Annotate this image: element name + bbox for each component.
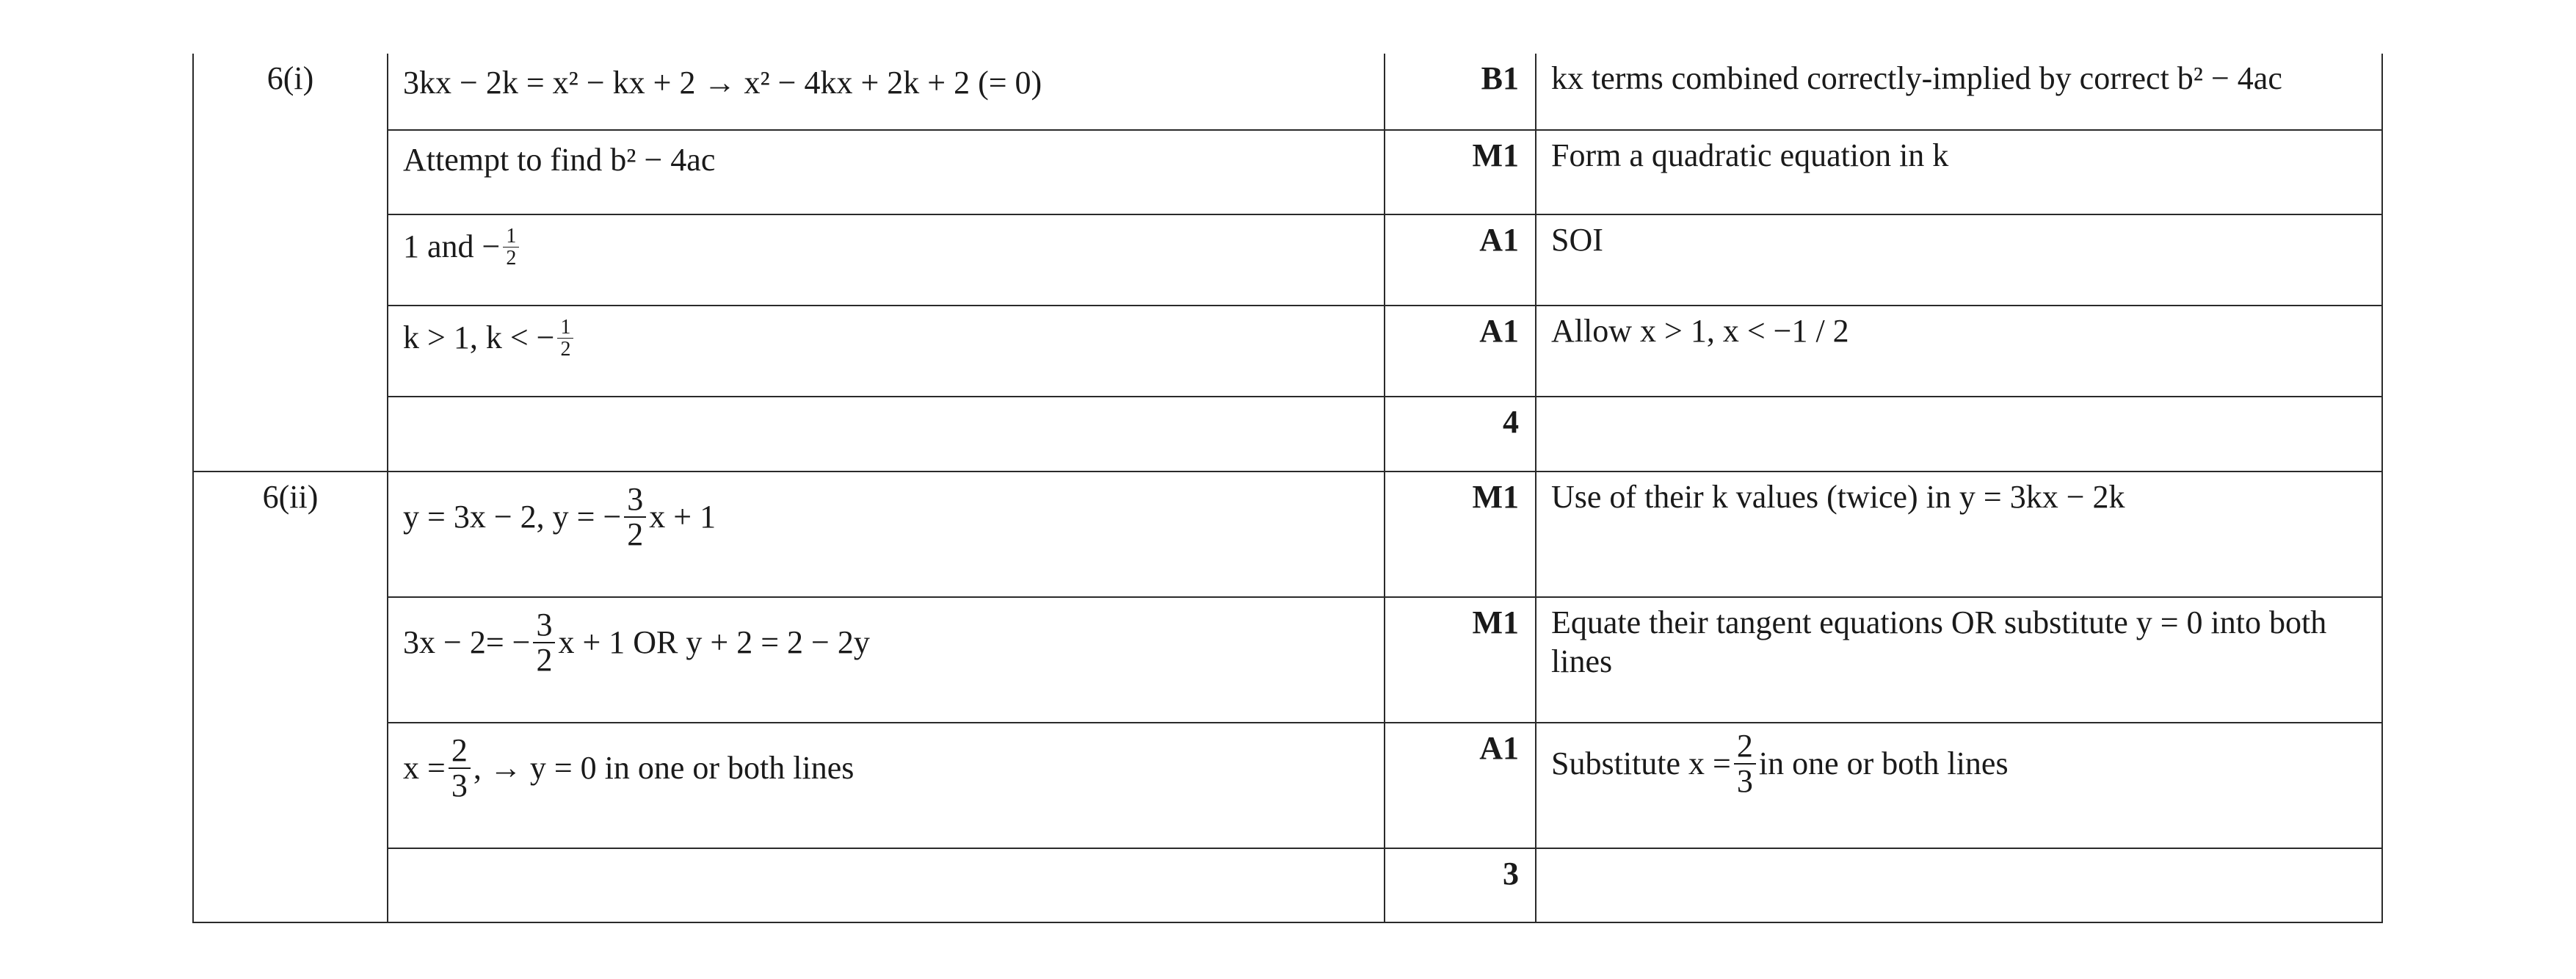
answer-cell (388, 723, 1385, 848)
fraction (557, 317, 573, 361)
fraction (624, 483, 646, 552)
answer-text: k > 1, k < − (403, 319, 555, 356)
fraction (503, 225, 519, 270)
guidance-cell (1536, 848, 2382, 922)
fraction-denominator: 2 (506, 247, 517, 270)
fraction-denominator: 3 (1736, 763, 1753, 800)
mark-cell (1385, 472, 1536, 597)
fraction-numerator: 1 (557, 317, 573, 339)
answer-text: x = (403, 749, 446, 786)
fraction-numerator: 3 (533, 608, 555, 643)
table-row (193, 723, 2382, 848)
answer-text: 3kx − 2k = x² − kx + 2 → x² − 4kx + 2k + 2 (= 0) (403, 65, 1042, 101)
guidance-cell (1536, 397, 2382, 472)
guidance-cell (1536, 597, 2382, 723)
table-row (193, 597, 2382, 723)
table-row (193, 214, 2382, 306)
answer-text: x + 1 OR y + 2 = 2 − 2y (558, 624, 870, 660)
guidance-text: Use of their k values (twice) in y = 3kx − 2k (1551, 479, 2125, 515)
answer-cell (388, 214, 1385, 306)
total-marks: 4 (1503, 404, 1519, 440)
mark-cell (1385, 597, 1536, 723)
mark-code: M1 (1472, 604, 1519, 640)
mark-code: A1 (1479, 222, 1519, 258)
mark-code: A1 (1479, 730, 1519, 766)
mark-code: A1 (1479, 313, 1519, 349)
mark-cell (1385, 306, 1536, 397)
fraction-numerator: 3 (624, 483, 646, 518)
question-number: 6(ii) (262, 479, 319, 515)
fraction-denominator: 2 (627, 516, 644, 553)
mark-scheme-table (192, 54, 2383, 923)
fraction (1734, 729, 1756, 798)
mark-code: M1 (1472, 137, 1519, 173)
guidance-cell (1536, 306, 2382, 397)
question-number-cell (193, 54, 388, 472)
answer-cell (388, 597, 1385, 723)
guidance-text: SOI (1551, 222, 1603, 258)
table-row (193, 306, 2382, 397)
guidance-text: Form a quadratic equation in k (1551, 137, 1949, 173)
guidance-cell (1536, 54, 2382, 130)
mark-cell (1385, 723, 1536, 848)
guidance-cell (1536, 723, 2382, 848)
answer-cell (388, 130, 1385, 214)
guidance-text: Substitute x = (1551, 745, 1731, 781)
answer-cell (388, 472, 1385, 597)
fraction-numerator: 1 (503, 225, 519, 248)
fraction-numerator: 2 (449, 734, 471, 769)
question-number: 6(i) (266, 60, 314, 96)
guidance-text: Allow x > 1, x < −1 / 2 (1551, 313, 1849, 349)
table-row (193, 848, 2382, 922)
fraction-numerator: 2 (1734, 729, 1756, 765)
answer-cell (388, 306, 1385, 397)
fraction-denominator: 2 (536, 642, 553, 679)
answer-cell (388, 397, 1385, 472)
guidance-cell (1536, 472, 2382, 597)
mark-code: B1 (1481, 60, 1519, 96)
mark-cell (1385, 214, 1536, 306)
mark-cell (1385, 397, 1536, 472)
answer-text: y = 3x − 2, y = − (403, 498, 622, 535)
guidance-text: in one or both lines (1758, 745, 2009, 781)
answer-text: 3x − 2= − (403, 624, 531, 660)
fraction (533, 608, 555, 677)
guidance-cell (1536, 214, 2382, 306)
table-row (193, 54, 2382, 130)
guidance-cell (1536, 130, 2382, 214)
mark-cell (1385, 54, 1536, 130)
total-marks: 3 (1503, 856, 1519, 892)
mark-cell (1385, 130, 1536, 214)
question-number-cell (193, 472, 388, 922)
answer-cell (388, 848, 1385, 922)
mark-code: M1 (1472, 479, 1519, 515)
mark-cell (1385, 848, 1536, 922)
fraction (449, 734, 471, 803)
guidance-text: kx terms combined correctly-implied by correct b² − 4ac (1551, 60, 2282, 96)
fraction-denominator: 3 (451, 767, 468, 804)
answer-text: 1 and − (403, 228, 501, 265)
guidance-text: Equate their tangent equations OR substitute y = 0 into both lines (1551, 604, 2327, 679)
table-row (193, 397, 2382, 472)
answer-text: Attempt to find b² − 4ac (403, 142, 716, 178)
fraction-denominator: 2 (560, 338, 571, 361)
table-row (193, 472, 2382, 597)
answer-text: x + 1 (649, 498, 716, 535)
table-row (193, 130, 2382, 214)
answer-text: , → y = 0 in one or both lines (473, 749, 855, 786)
answer-cell (388, 54, 1385, 130)
